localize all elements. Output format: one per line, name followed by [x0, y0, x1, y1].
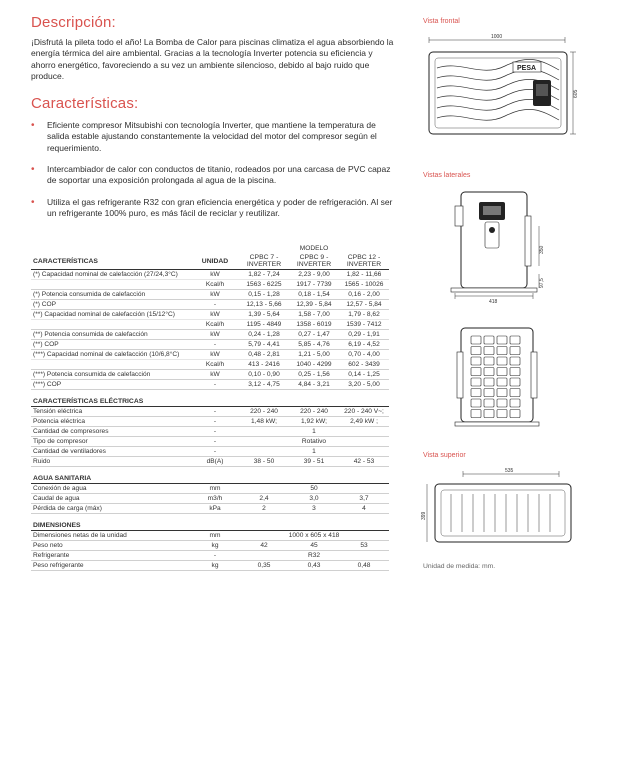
- row-unit: Kcal/h: [191, 280, 239, 290]
- row-label: Refrigerante: [31, 551, 191, 561]
- row-value: 42: [239, 541, 289, 551]
- row-unit: kW: [191, 290, 239, 300]
- row-value: 1000 x 605 x 418: [239, 531, 389, 541]
- top-view-caption: Vista superior: [423, 452, 466, 459]
- table-row: [31, 300, 389, 310]
- table-row: [31, 370, 389, 380]
- row-value: 1,79 - 8,62: [339, 310, 389, 320]
- row-value: 38 - 50: [239, 457, 289, 467]
- caracteristicas-heading: Características:: [31, 95, 139, 113]
- grille-cell: [484, 347, 494, 355]
- drawings-column: [421, 0, 621, 772]
- row-unit: -: [191, 300, 239, 310]
- grille-cell: [484, 378, 494, 386]
- table-row: [31, 330, 389, 340]
- grille-cell: [471, 368, 481, 376]
- row-value: 0,29 - 1,91: [339, 330, 389, 340]
- row-value: 6,19 - 4,52: [339, 340, 389, 350]
- model-name: CPBC 12 - INVERTER: [339, 253, 389, 270]
- row-label: Tensión eléctrica: [31, 407, 191, 417]
- descripcion-text: ¡Disfrutá la pileta todo el año! La Bomba de Calor para piscinas climatiza el agua absorbiendo la energía térmica del aire ambiental. Gracias a la tecnología Inverter potencia su eficiencia y ahorro energético, favoreciendo a su vez un ambiente silencioso, debido al bajo ruido que produce.: [31, 37, 394, 81]
- water-section-title: AGUA SANITARIA: [31, 467, 389, 484]
- row-value: 12,39 - 5,84: [289, 300, 339, 310]
- table-row: [31, 350, 389, 360]
- table-row: [31, 320, 389, 330]
- table-header-row: [31, 253, 389, 270]
- grille-cell: [497, 389, 507, 397]
- grille-cell: [510, 410, 520, 418]
- row-unit: -: [191, 417, 239, 427]
- grille-cell: [484, 357, 494, 365]
- row-value: 45: [289, 541, 339, 551]
- table-row: [31, 427, 389, 437]
- row-label: Cantidad de ventiladores: [31, 447, 191, 457]
- row-value: 0,24 - 1,28: [239, 330, 289, 340]
- row-unit: kW: [191, 370, 239, 380]
- grille-cell: [471, 389, 481, 397]
- grille-cell: [510, 347, 520, 355]
- row-label: Cantidad de compresores: [31, 427, 191, 437]
- table-row: [31, 531, 389, 541]
- table-row: [31, 504, 389, 514]
- row-label: Dimensiones netas de la unidad: [31, 531, 191, 541]
- row-value: 0,15 - 1,28: [239, 290, 289, 300]
- row-label: (*) Capacidad nominal de calefacción (27/24,3°C): [31, 270, 191, 280]
- grille-cell: [497, 378, 507, 386]
- row-value: 1: [239, 447, 389, 457]
- row-value: 0,25 - 1,56: [289, 370, 339, 380]
- row-value: 2,4: [239, 494, 289, 504]
- text-column: [31, 14, 397, 229]
- row-unit: Kcal/h: [191, 360, 239, 370]
- row-label: Conexión de agua: [31, 484, 191, 494]
- row-value: 12,57 - 5,84: [339, 300, 389, 310]
- grille-cell: [510, 368, 520, 376]
- row-label: Peso refrigerante: [31, 561, 191, 571]
- side-width-label: 418: [489, 299, 498, 305]
- grille-cell: [510, 389, 520, 397]
- row-unit: kW: [191, 350, 239, 360]
- row-unit: -: [191, 407, 239, 417]
- row-value: 0,35: [239, 561, 289, 571]
- row-label: Ruido: [31, 457, 191, 467]
- specs-table: [31, 244, 389, 571]
- table-row: [31, 340, 389, 350]
- row-value: 0,48: [339, 561, 389, 571]
- grille-cell: [510, 378, 520, 386]
- row-value: 2,23 - 9,00: [289, 270, 339, 280]
- row-value: 1,39 - 5,64: [239, 310, 289, 320]
- table-row: [31, 561, 389, 571]
- row-value: 220 - 240 V~;: [339, 407, 389, 417]
- row-label: Potencia eléctrica: [31, 417, 191, 427]
- row-label: (**) COP: [31, 340, 191, 350]
- row-value: 2,49 kW ;: [339, 417, 389, 427]
- row-value: 1040 - 4299: [289, 360, 339, 370]
- row-unit: kg: [191, 561, 239, 571]
- row-label: Caudal de agua: [31, 494, 191, 504]
- unit-note: Unidad de medida: mm.: [423, 563, 496, 570]
- side-view-caption: Vistas laterales: [423, 172, 471, 179]
- front-height-label: 605: [573, 89, 579, 98]
- caracteristicas-list: [31, 120, 397, 219]
- table-row: [31, 290, 389, 300]
- row-value: 1917 - 7739: [289, 280, 339, 290]
- row-label: Tipo de compresor: [31, 437, 191, 447]
- bullet-item: • Eficiente compresor Mitsubishi con tecnología Inverter, que mantiene la temperatura de salida estable ajustando constantemente la velocidad del motor del compresor según el requerimiento.: [31, 120, 397, 154]
- row-value: 0,10 - 0,90: [239, 370, 289, 380]
- table-row: [31, 360, 389, 370]
- grille-cell: [497, 410, 507, 418]
- row-unit: -: [191, 447, 239, 457]
- table-row: [31, 541, 389, 551]
- descripcion-heading: Descripción:: [31, 14, 116, 31]
- row-unit: kg: [191, 541, 239, 551]
- grille-cell: [471, 347, 481, 355]
- row-value: 1563 - 6225: [239, 280, 289, 290]
- row-unit: mm: [191, 531, 239, 541]
- row-unit: Kcal/h: [191, 320, 239, 330]
- row-unit: dB(A): [191, 457, 239, 467]
- side-view-drawing: [421, 186, 621, 306]
- model-header-row: [31, 244, 389, 253]
- side-dim-a-label: 350: [539, 245, 545, 254]
- grille-cell: [484, 399, 494, 407]
- modelo-label: MODELO: [299, 245, 329, 252]
- row-value: 50: [239, 484, 389, 494]
- row-value: 2: [239, 504, 289, 514]
- row-label: [31, 280, 191, 290]
- row-value: 0,27 - 1,47: [289, 330, 339, 340]
- bullet-item: • Utiliza el gas refrigerante R32 con gran eficiencia energética y poder de refrigeración. Al ser un refrigerante 100% puro, es más fácil de reciclar y reutilizar.: [31, 197, 397, 220]
- grille-cell: [497, 336, 507, 344]
- row-value: R32: [239, 551, 389, 561]
- row-label: Peso neto: [31, 541, 191, 551]
- grille-cell: [497, 357, 507, 365]
- grille-cell: [471, 399, 481, 407]
- grille-cell: [471, 410, 481, 418]
- grille-cell: [484, 336, 494, 344]
- row-value: 1358 - 6019: [289, 320, 339, 330]
- row-value: 1,21 - 5,00: [289, 350, 339, 360]
- row-value: 602 - 3439: [339, 360, 389, 370]
- row-unit: -: [191, 380, 239, 390]
- bullet-item: • Intercambiador de calor con conductos de titanio, rodeados por una carcasa de PVC capaz de soportar una exposición prolongada al agua de la piscina.: [31, 164, 397, 187]
- table-row: [31, 551, 389, 561]
- electrical-section-title: CARACTERÍSTICAS ELÉCTRICAS: [31, 390, 389, 407]
- table-row: [31, 380, 389, 390]
- row-value: 53: [339, 541, 389, 551]
- table-row: [31, 484, 389, 494]
- row-value: 0,14 - 1,25: [339, 370, 389, 380]
- row-unit: -: [191, 437, 239, 447]
- row-value: 1195 - 4849: [239, 320, 289, 330]
- row-unit: kPa: [191, 504, 239, 514]
- row-label: (***) Potencia consumida de calefacción: [31, 370, 191, 380]
- table-row: [31, 310, 389, 320]
- row-value: 1: [239, 427, 389, 437]
- grille-cell: [510, 357, 520, 365]
- row-unit: kW: [191, 270, 239, 280]
- table-row: [31, 417, 389, 427]
- front-view-caption: Vista frontal: [423, 18, 460, 25]
- table-row: [31, 447, 389, 457]
- grille-cell: [510, 399, 520, 407]
- row-value: 5,85 - 4,76: [289, 340, 339, 350]
- row-value: 413 - 2416: [239, 360, 289, 370]
- row-unit: kW: [191, 330, 239, 340]
- side-dim-b-label: 97,5: [539, 278, 545, 288]
- row-label: (***) COP: [31, 380, 191, 390]
- row-value: 1,48 kW;: [239, 417, 289, 427]
- front-width-label: 1000: [491, 34, 503, 40]
- row-value: 1565 - 10026: [339, 280, 389, 290]
- row-unit: -: [191, 340, 239, 350]
- row-unit: kW: [191, 310, 239, 320]
- row-value: 220 - 240: [239, 407, 289, 417]
- row-value: 220 - 240: [289, 407, 339, 417]
- side-view-back-drawing: [421, 322, 621, 432]
- table-row: [31, 437, 389, 447]
- row-label: (**) Potencia consumida de calefacción: [31, 330, 191, 340]
- grille-cell: [497, 399, 507, 407]
- grille-cell: [497, 347, 507, 355]
- row-value: 1539 - 7412: [339, 320, 389, 330]
- front-view-drawing: [421, 34, 621, 144]
- row-value: 1,82 - 11,66: [339, 270, 389, 280]
- row-value: 3,12 - 4,75: [239, 380, 289, 390]
- row-value: 12,13 - 5,66: [239, 300, 289, 310]
- row-label: (***) Capacidad nominal de calefacción (10/6,8°C): [31, 350, 191, 360]
- header-unit: UNIDAD: [191, 253, 239, 270]
- grille-cell: [471, 336, 481, 344]
- water-section-header: [31, 467, 389, 484]
- row-unit: mm: [191, 484, 239, 494]
- electrical-section-header: [31, 390, 389, 407]
- row-value: 0,18 - 1,54: [289, 290, 339, 300]
- grille-cell: [510, 336, 520, 344]
- row-unit: -: [191, 427, 239, 437]
- row-label: (*) COP: [31, 300, 191, 310]
- grille-cell: [484, 410, 494, 418]
- grille-cell: [471, 378, 481, 386]
- row-value: 4: [339, 504, 389, 514]
- table-row: [31, 457, 389, 467]
- row-value: 1,92 kW;: [289, 417, 339, 427]
- top-depth-label: 399: [421, 511, 427, 520]
- row-value: 1,58 - 7,00: [289, 310, 339, 320]
- row-unit: -: [191, 551, 239, 561]
- row-value: 0,16 - 2,00: [339, 290, 389, 300]
- table-row: [31, 280, 389, 290]
- row-value: Rotativo: [239, 437, 389, 447]
- row-label: (**) Capacidad nominal de calefacción (15/12°C): [31, 310, 191, 320]
- grille-cell: [484, 368, 494, 376]
- brand-logo: PESA: [517, 65, 537, 72]
- table-row: [31, 270, 389, 280]
- grille-cell: [471, 357, 481, 365]
- model-name: CPBC 7 - INVERTER: [239, 253, 289, 270]
- row-value: 3,0: [289, 494, 339, 504]
- table-row: [31, 407, 389, 417]
- top-view-drawing: [421, 464, 621, 554]
- row-label: (*) Potencia consumida de calefacción: [31, 290, 191, 300]
- row-unit: m3/h: [191, 494, 239, 504]
- grille-cell: [497, 368, 507, 376]
- grille-cell: [484, 389, 494, 397]
- row-value: 0,48 - 2,81: [239, 350, 289, 360]
- row-label: [31, 320, 191, 330]
- row-value: 0,43: [289, 561, 339, 571]
- model-name: CPBC 9 - INVERTER: [289, 253, 339, 270]
- row-value: 0,70 - 4,00: [339, 350, 389, 360]
- row-value: 4,84 - 3,21: [289, 380, 339, 390]
- row-value: 3: [289, 504, 339, 514]
- dimensions-section-header: [31, 514, 389, 531]
- header-label: CARACTERÍSTICAS: [31, 253, 191, 270]
- row-value: 3,20 - 5,00: [339, 380, 389, 390]
- dimensions-section-title: DIMENSIONES: [31, 514, 389, 531]
- row-value: 42 - 53: [339, 457, 389, 467]
- row-value: 1,82 - 7,24: [239, 270, 289, 280]
- top-width-label: 535: [505, 468, 514, 474]
- row-label: [31, 360, 191, 370]
- row-value: 39 - 51: [289, 457, 339, 467]
- row-value: 3,7: [339, 494, 389, 504]
- row-value: 5,79 - 4,41: [239, 340, 289, 350]
- table-row: [31, 494, 389, 504]
- row-label: Pérdida de carga (máx): [31, 504, 191, 514]
